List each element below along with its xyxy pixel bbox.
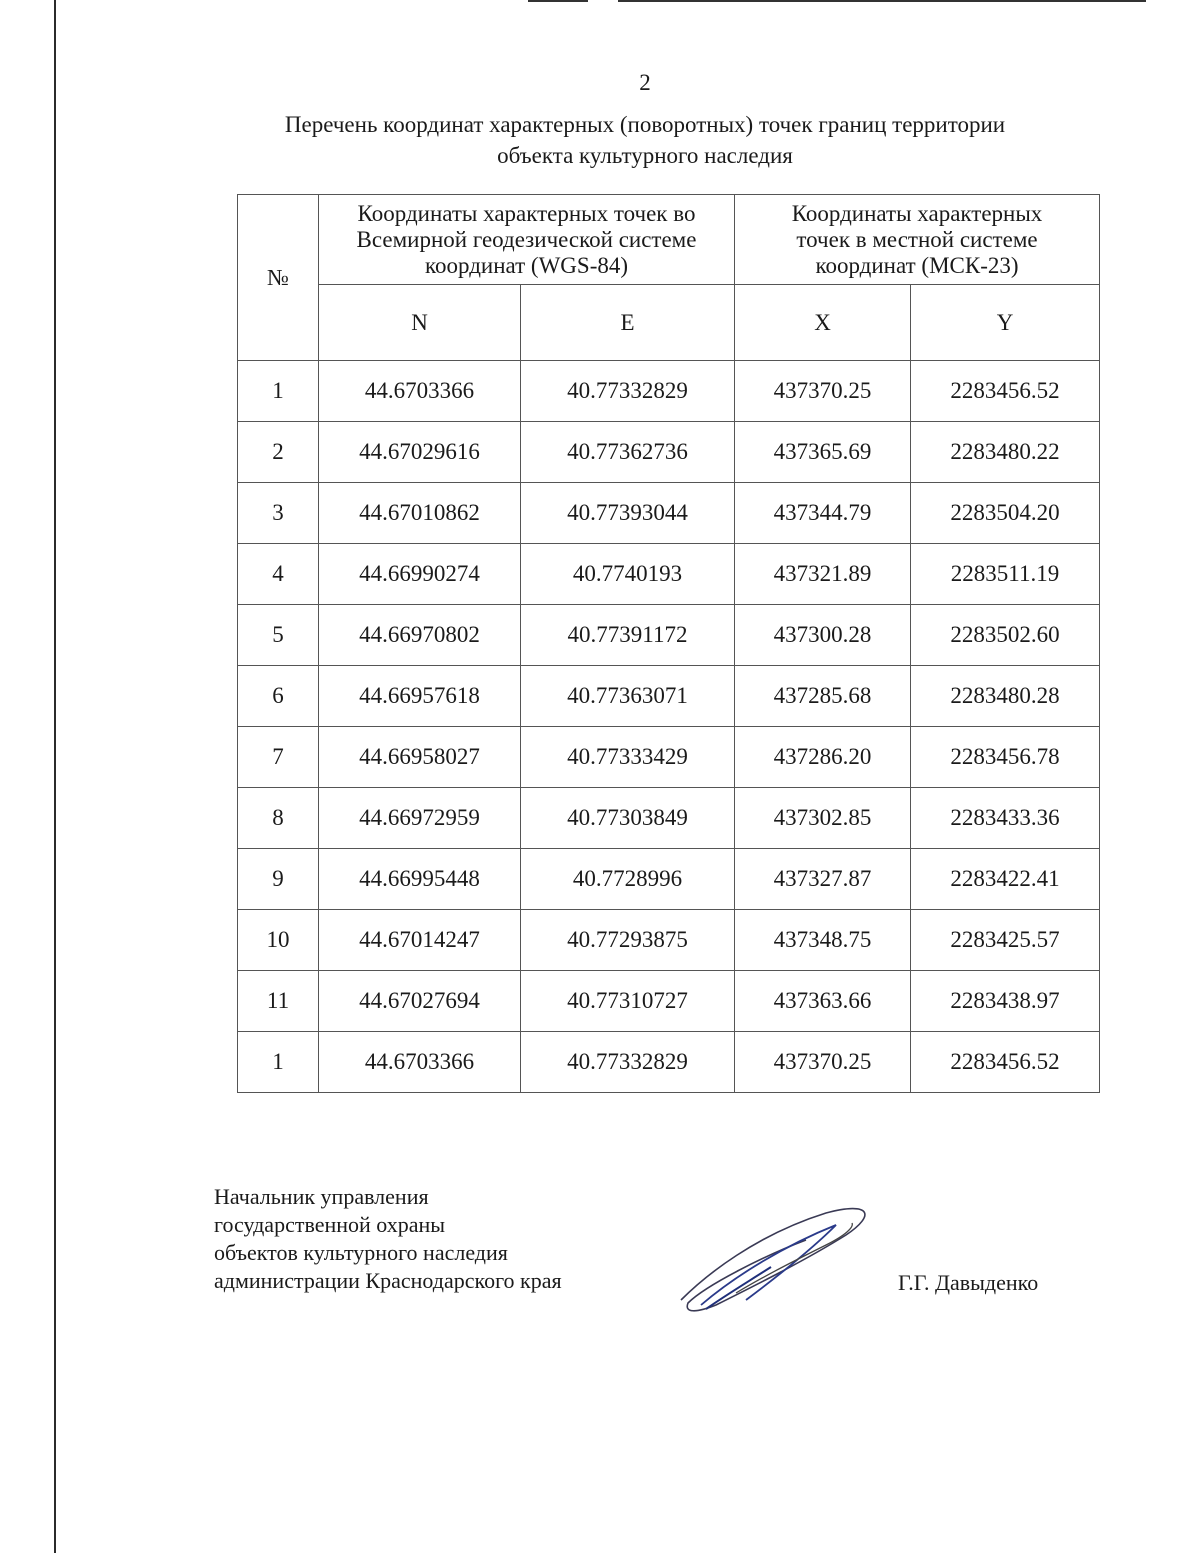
cell-point-number: 9 [238, 849, 319, 910]
cell-x: 437365.69 [735, 422, 911, 483]
cell-y: 2283480.22 [911, 422, 1100, 483]
cell-x: 437370.25 [735, 1032, 911, 1093]
cell-y: 2283422.41 [911, 849, 1100, 910]
cell-e: 40.77362736 [521, 422, 735, 483]
header-y: Y [911, 285, 1100, 361]
cell-x: 437300.28 [735, 605, 911, 666]
cell-y: 2283438.97 [911, 971, 1100, 1032]
cell-x: 437370.25 [735, 361, 911, 422]
title-line-2: объекта культурного наследия [497, 143, 793, 168]
position-line: государственной охраны [214, 1212, 446, 1237]
page-number: 2 [639, 70, 651, 95]
cell-e: 40.77332829 [521, 361, 735, 422]
cell-e: 40.77393044 [521, 483, 735, 544]
header-msk23 [735, 195, 1100, 285]
header-wgs84 [319, 195, 735, 285]
coordinates-table-body [238, 361, 1100, 1093]
table-row [238, 361, 1100, 422]
table-row [238, 971, 1100, 1032]
cell-e: 40.77363071 [521, 666, 735, 727]
position-line: Начальник управления [214, 1184, 429, 1209]
cell-x: 437286.20 [735, 727, 911, 788]
cell-point-number: 10 [238, 910, 319, 971]
header-wgs84-line: Координаты характерных точек во [357, 200, 696, 226]
cell-n: 44.66972959 [319, 788, 521, 849]
cell-point-number: 6 [238, 666, 319, 727]
page-left-border [54, 0, 56, 1553]
cell-n: 44.6703366 [319, 361, 521, 422]
header-wgs84-line: Всемирной геодезической системе [356, 226, 697, 252]
top-edge-fragment [528, 0, 588, 2]
cell-y: 2283425.57 [911, 910, 1100, 971]
cell-e: 40.77293875 [521, 910, 735, 971]
cell-e: 40.7728996 [521, 849, 735, 910]
table-row [238, 483, 1100, 544]
title-line-1: Перечень координат характерных (поворотных) точек границ территории [284, 112, 1006, 137]
cell-point-number: 4 [238, 544, 319, 605]
cell-n: 44.67029616 [319, 422, 521, 483]
table-row [238, 910, 1100, 971]
cell-point-number: 7 [238, 727, 319, 788]
cell-y: 2283456.78 [911, 727, 1100, 788]
cell-y: 2283456.52 [911, 361, 1100, 422]
cell-n: 44.67010862 [319, 483, 521, 544]
cell-n: 44.6703366 [319, 1032, 521, 1093]
cell-x: 437363.66 [735, 971, 911, 1032]
header-msk23-line: координат (МСК-23) [815, 252, 1019, 278]
cell-e: 40.77333429 [521, 727, 735, 788]
cell-y: 2283480.28 [911, 666, 1100, 727]
handwritten-signature [676, 1205, 876, 1315]
cell-x: 437285.68 [735, 666, 911, 727]
cell-y: 2283511.19 [911, 544, 1100, 605]
table-row [238, 727, 1100, 788]
position-line: объектов культурного наследия [214, 1240, 508, 1265]
header-e: E [521, 285, 735, 361]
header-msk23-line: точек в местной системе [796, 226, 1038, 252]
cell-e: 40.77310727 [521, 971, 735, 1032]
cell-x: 437302.85 [735, 788, 911, 849]
header-n: N [319, 285, 521, 361]
cell-n: 44.67027694 [319, 971, 521, 1032]
cell-n: 44.67014247 [319, 910, 521, 971]
signer-name: Г.Г. Давыденко [898, 1270, 1039, 1295]
cell-n: 44.66970802 [319, 605, 521, 666]
cell-e: 40.77332829 [521, 1032, 735, 1093]
cell-n: 44.66958027 [319, 727, 521, 788]
signature-block [214, 1183, 562, 1295]
cell-n: 44.66995448 [319, 849, 521, 910]
header-number: № [238, 195, 319, 361]
table-row [238, 849, 1100, 910]
cell-point-number: 1 [238, 361, 319, 422]
table-row [238, 788, 1100, 849]
cell-e: 40.77303849 [521, 788, 735, 849]
cell-point-number: 3 [238, 483, 319, 544]
position-line: администрации Краснодарского края [214, 1268, 562, 1293]
header-x: X [735, 285, 911, 361]
cell-point-number: 11 [238, 971, 319, 1032]
document-title [200, 109, 1090, 171]
cell-x: 437327.87 [735, 849, 911, 910]
table-row [238, 422, 1100, 483]
header-wgs84-line: координат (WGS-84) [424, 252, 629, 278]
cell-point-number: 2 [238, 422, 319, 483]
table-row [238, 605, 1100, 666]
cell-x: 437348.75 [735, 910, 911, 971]
header-msk23-line: Координаты характерных [791, 200, 1043, 226]
table-row [238, 544, 1100, 605]
cell-x: 437344.79 [735, 483, 911, 544]
table-row [238, 666, 1100, 727]
cell-e: 40.7740193 [521, 544, 735, 605]
cell-x: 437321.89 [735, 544, 911, 605]
cell-point-number: 1 [238, 1032, 319, 1093]
cell-n: 44.66990274 [319, 544, 521, 605]
cell-y: 2283433.36 [911, 788, 1100, 849]
coordinates-table [237, 194, 1100, 1093]
cell-y: 2283502.60 [911, 605, 1100, 666]
cell-e: 40.77391172 [521, 605, 735, 666]
top-edge-line [618, 0, 1146, 2]
cell-n: 44.66957618 [319, 666, 521, 727]
cell-point-number: 8 [238, 788, 319, 849]
cell-y: 2283456.52 [911, 1032, 1100, 1093]
cell-y: 2283504.20 [911, 483, 1100, 544]
cell-point-number: 5 [238, 605, 319, 666]
table-row [238, 1032, 1100, 1093]
